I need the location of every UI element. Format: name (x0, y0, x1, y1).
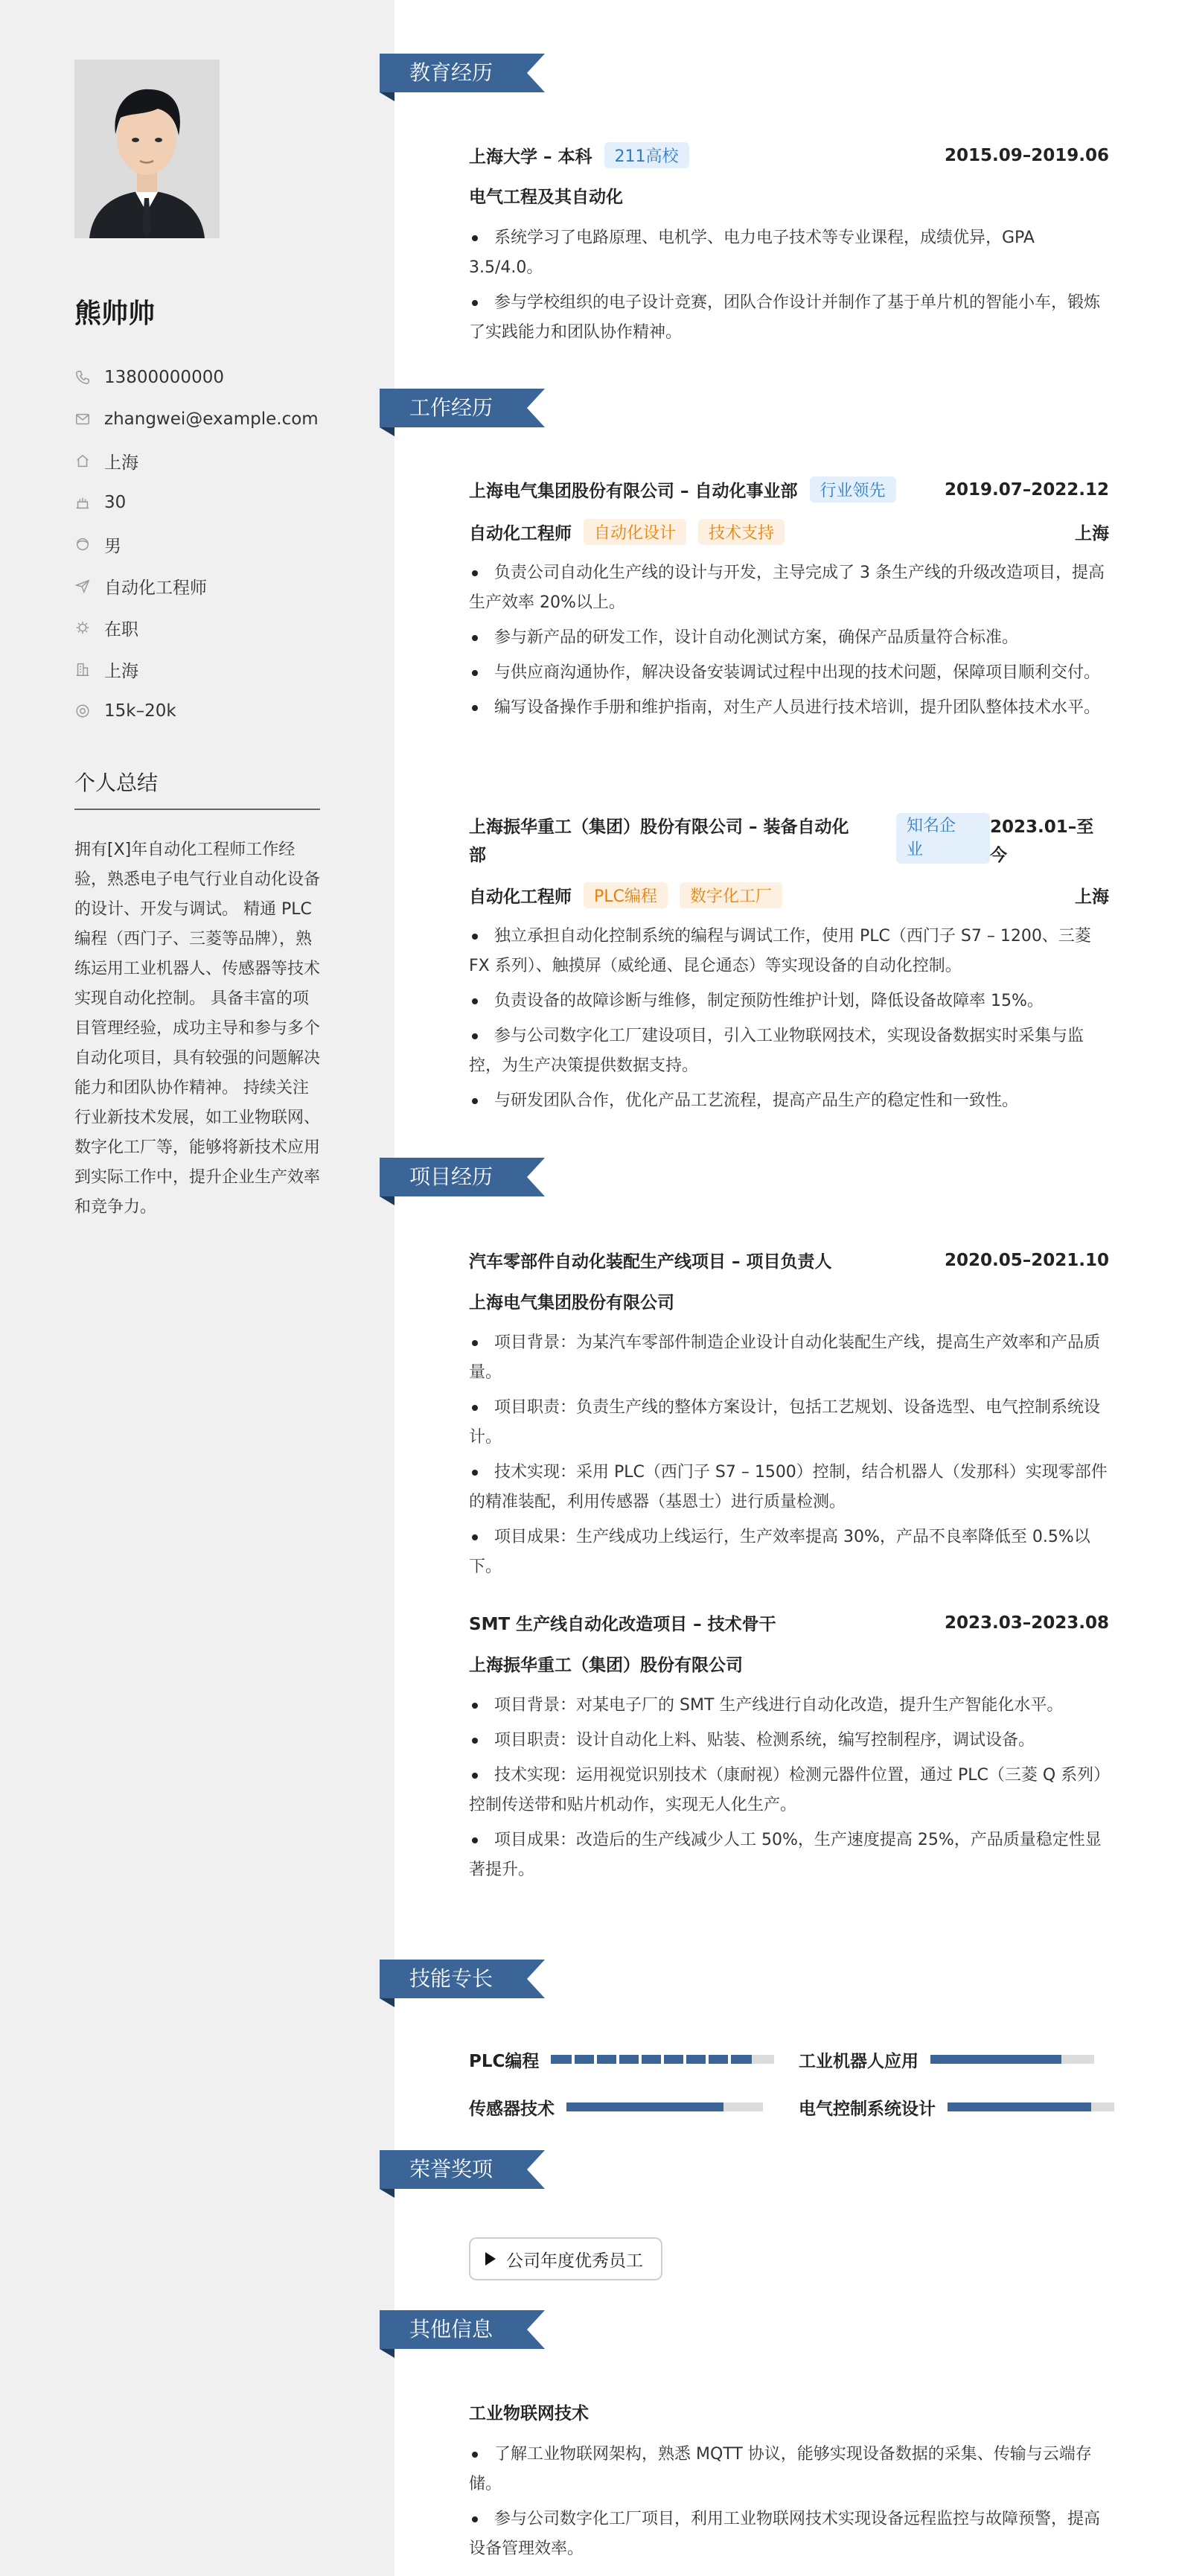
skill-electrical (799, 2094, 1114, 2120)
info-job (74, 571, 207, 601)
award-badge (469, 2237, 662, 2280)
section-header-work (380, 389, 545, 436)
work1-city: 上海 (1075, 524, 1109, 543)
info-target-city (74, 654, 138, 684)
proj1-header (469, 1248, 1109, 1272)
list-item: 项目背景：对某电子厂的 SMT 生产线进行自动化改造，提升生产智能化水平。 (469, 1691, 1109, 1721)
skill-robot (799, 2046, 1094, 2073)
list-item: 技术实现：运用视觉识别技术（康耐视）检测元器件位置，通过 PLC（三菱 Q 系列）控制传送带和贴片机动作，实现无人化生产。 (469, 1761, 1109, 1820)
home-icon (74, 453, 91, 469)
other-bullets (469, 2440, 1109, 2569)
work2-bullets (469, 922, 1109, 1121)
info-status (74, 613, 138, 643)
list-item: 项目背景：为某汽车零部件制造企业设计自动化装配生产线，提高生产效率和产品质量。 (469, 1328, 1109, 1388)
list-item: 参与公司数字化工厂项目，利用工业物联网技术实现设备远程监控与故障预警，提高设备管理效率。 (469, 2505, 1109, 2564)
section-title: 其他信息 (409, 2317, 493, 2341)
edu-tag: 211高校 (604, 142, 689, 168)
edu-header (469, 142, 1109, 168)
work2-tag-line1: 知名企 (907, 817, 956, 835)
work1-tag-2: 技术支持 (698, 519, 785, 545)
skill-segment-gap (728, 2055, 731, 2064)
proj1-date: 2020.05–2021.10 (944, 1250, 1109, 1270)
list-item: 参与新产品的研发工作，设计自动化测试方案，确保产品质量符合标准。 (469, 623, 1109, 653)
skill-bar (948, 2102, 1114, 2111)
work1-bullets (469, 558, 1109, 728)
section-title: 项目经历 (409, 1164, 493, 1189)
section-header-projects (380, 1158, 545, 1205)
work2-role-row (469, 882, 1109, 908)
list-item: 项目职责：设计自动化上料、贴装、检测系统，编写控制程序，调试设备。 (469, 1726, 1109, 1756)
work1-header (469, 476, 1109, 503)
section-title: 教育经历 (409, 60, 493, 85)
skill-fill (930, 2055, 1061, 2064)
sidebar (0, 0, 394, 2576)
building-icon (74, 661, 91, 678)
work1-role: 自动化工程师 (469, 524, 572, 543)
avatar-photo-icon (74, 60, 220, 238)
salary-text: 15k–20k (104, 701, 176, 721)
skill-bar (551, 2055, 774, 2064)
section-title: 荣誉奖项 (409, 2157, 493, 2181)
edu-major-row (469, 183, 1109, 208)
proj2-title: SMT 生产线自动化改造项目 – 技术骨干 (469, 1615, 776, 1634)
summary-title: 个人总结 (74, 771, 159, 795)
info-location (74, 446, 138, 476)
status-icon (74, 619, 91, 636)
status-text: 在职 (104, 619, 138, 640)
other-title-row (469, 2400, 1109, 2424)
list-item: 了解工业物联网架构，熟悉 MQTT 协议，能够实现设备数据的采集、传输与云端存储。 (469, 2440, 1109, 2499)
skill-segment-gap (616, 2055, 619, 2064)
skill-name: PLC编程 (469, 2051, 540, 2071)
skill-segment-gap (706, 2055, 709, 2064)
proj2-company: 上海振华重工（集团）股份有限公司 (469, 1656, 743, 1675)
section-header-education (380, 54, 545, 101)
salary-icon (74, 703, 91, 719)
info-salary (74, 696, 176, 726)
edu-date: 2015.09–2019.06 (944, 145, 1109, 165)
work1-tag-1: 自动化设计 (584, 519, 686, 545)
section-title: 技能专长 (409, 1966, 493, 1991)
list-item: 负责公司自动化生产线的设计与开发，主导完成了 3 条生产线的升级改造项目，提高生产效率 20%以上。 (469, 558, 1109, 618)
calendar-icon (74, 494, 91, 511)
age-text: 30 (104, 493, 127, 512)
skill-name: 传感器技术 (469, 2099, 555, 2119)
proj2-date: 2023.03–2023.08 (944, 1613, 1109, 1633)
list-item: 技术实现：采用 PLC（西门子 S7 – 1500）控制，结合机器人（发那科）实现零部件的精准装配，利用传感器（基恩士）进行质量检测。 (469, 1458, 1109, 1517)
section-title: 工作经历 (409, 395, 493, 420)
list-item: 项目成果：改造后的生产线减少人工 50%，生产速度提高 25%，产品质量稳定性显著提升。 (469, 1826, 1109, 1885)
list-item: 与研发团队合作，优化产品工艺流程，提高产品生产的稳定性和一致性。 (469, 1086, 1109, 1116)
summary-divider (74, 809, 320, 810)
play-icon (485, 2252, 496, 2266)
proj1-company: 上海电气集团股份有限公司 (469, 1293, 674, 1313)
proj2-company-row (469, 1651, 1109, 1676)
avatar (74, 60, 220, 238)
work2-tag (896, 813, 990, 864)
job-text: 自动化工程师 (104, 578, 207, 598)
gender-icon (74, 536, 91, 552)
section-header-honors (380, 2150, 545, 2198)
list-item: 项目职责：负责生产线的整体方案设计，包括工艺规划、设备选型、电气控制系统设计。 (469, 1393, 1109, 1453)
skill-fill (948, 2102, 1091, 2111)
list-item: 参与公司数字化工厂建设项目，引入工业物联网技术，实现设备数据实时采集与监控，为生产决策提供数据支持。 (469, 1021, 1109, 1081)
phone-text: 13800000000 (104, 368, 224, 387)
work2-city: 上海 (1075, 887, 1109, 907)
skill-fill (551, 2055, 752, 2064)
info-phone (74, 363, 224, 392)
edu-bullets (469, 223, 1109, 353)
work2-company-line1: 上海振华重工（集团）股份有限公司 – 装备自动化 (469, 817, 849, 837)
proj2-header (469, 1610, 1109, 1635)
work2-tag-line2: 业 (907, 841, 924, 859)
work2-tag-1: PLC编程 (584, 882, 668, 908)
candidate-name: 熊帅帅 (74, 299, 156, 329)
work1-date: 2019.07–2022.12 (944, 479, 1109, 500)
list-item: 与供应商沟通协作，解决设备安装调试过程中出现的技术问题，保障项目顺利交付。 (469, 658, 1109, 688)
proj1-company-row (469, 1289, 1109, 1313)
gender-text: 男 (104, 536, 121, 556)
info-age (74, 488, 126, 517)
skill-bar (566, 2102, 763, 2111)
email-text: zhangwei@example.com (104, 409, 319, 429)
proj1-title: 汽车零部件自动化装配生产线项目 – 项目负责人 (469, 1252, 832, 1272)
work2-tag-2: 数字化工厂 (680, 882, 782, 908)
skill-segment-gap (661, 2055, 664, 2064)
edu-school: 上海大学 – 本科 (469, 147, 592, 167)
target-city-text: 上海 (104, 661, 138, 681)
skill-fill (566, 2102, 723, 2111)
section-header-other (380, 2310, 545, 2358)
list-item: 独立承担自动化控制系统的编程与调试工作，使用 PLC（西门子 S7 – 1200、三菱 FX 系列）、触摸屏（威纶通、昆仑通态）等实现设备的自动化控制。 (469, 922, 1109, 981)
list-item: 系统学习了电路原理、电机学、电力电子技术等专业课程，成绩优异，GPA 3.5/4.0。 (469, 223, 1109, 283)
work2-date: 2023.01–至今 (990, 817, 1094, 865)
info-gender (74, 529, 121, 559)
edu-major: 电气工程及其自动化 (469, 188, 623, 207)
work1-tag: 行业领先 (810, 476, 896, 503)
work1-role-row (469, 519, 1109, 545)
other-title: 工业物联网技术 (469, 2404, 589, 2423)
skill-name: 工业机器人应用 (799, 2051, 919, 2071)
skill-segment-gap (572, 2055, 575, 2064)
location-text: 上海 (104, 453, 138, 473)
send-icon (74, 578, 91, 594)
summary-text: 拥有[X]年自动化工程师工作经验，熟悉电子电气行业自动化设备的设计、开发与调试。 精通 PLC 编程（西门子、三菱等品牌），熟练运用工业机器人、传感器等技术实现自动化控制。 具备丰富的项目管理经验，成功主导和参与多个自动化项目，具有较强的问题解决能力和团队协作精神。 持续关注行业新技术发展，如工业物联网、数字化工厂等，能够将新技术应用到实际工作中，提升企业生产效率和竞争力。 (74, 841, 321, 1217)
skill-segment-gap (594, 2055, 597, 2064)
skill-segment-gap (639, 2055, 642, 2064)
work1-company: 上海电气集团股份有限公司 – 自动化事业部 (469, 482, 798, 501)
list-item: 项目成果：生产线成功上线运行，生产效率提高 30%，产品不良率降低至 0.5%以下。 (469, 1523, 1109, 1582)
skill-name: 电气控制系统设计 (799, 2099, 936, 2119)
skill-segment-gap (683, 2055, 686, 2064)
list-item: 编写设备操作手册和维护指南，对生产人员进行技术培训，提升团队整体技术水平。 (469, 693, 1109, 723)
skill-bar (930, 2055, 1094, 2064)
proj1-bullets (469, 1328, 1109, 1587)
skill-sensor (469, 2094, 763, 2120)
award-text: 公司年度优秀员工 (506, 2251, 643, 2271)
info-email (74, 404, 319, 434)
list-item: 负责设备的故障诊断与维修，制定预防性维护计划，降低设备故障率 15%。 (469, 986, 1109, 1016)
work2-header (469, 813, 1109, 870)
work2-company-line2: 部 (469, 846, 486, 865)
list-item: 参与学校组织的电子设计竞赛，团队合作设计并制作了基于单片机的智能小车，锻炼了实践能力和团队协作精神。 (469, 288, 1109, 348)
phone-icon (74, 369, 91, 386)
proj2-bullets (469, 1691, 1109, 1890)
section-header-skills (380, 1960, 545, 2007)
work2-role: 自动化工程师 (469, 887, 572, 907)
mail-icon (74, 411, 91, 427)
skill-plc (469, 2046, 774, 2073)
